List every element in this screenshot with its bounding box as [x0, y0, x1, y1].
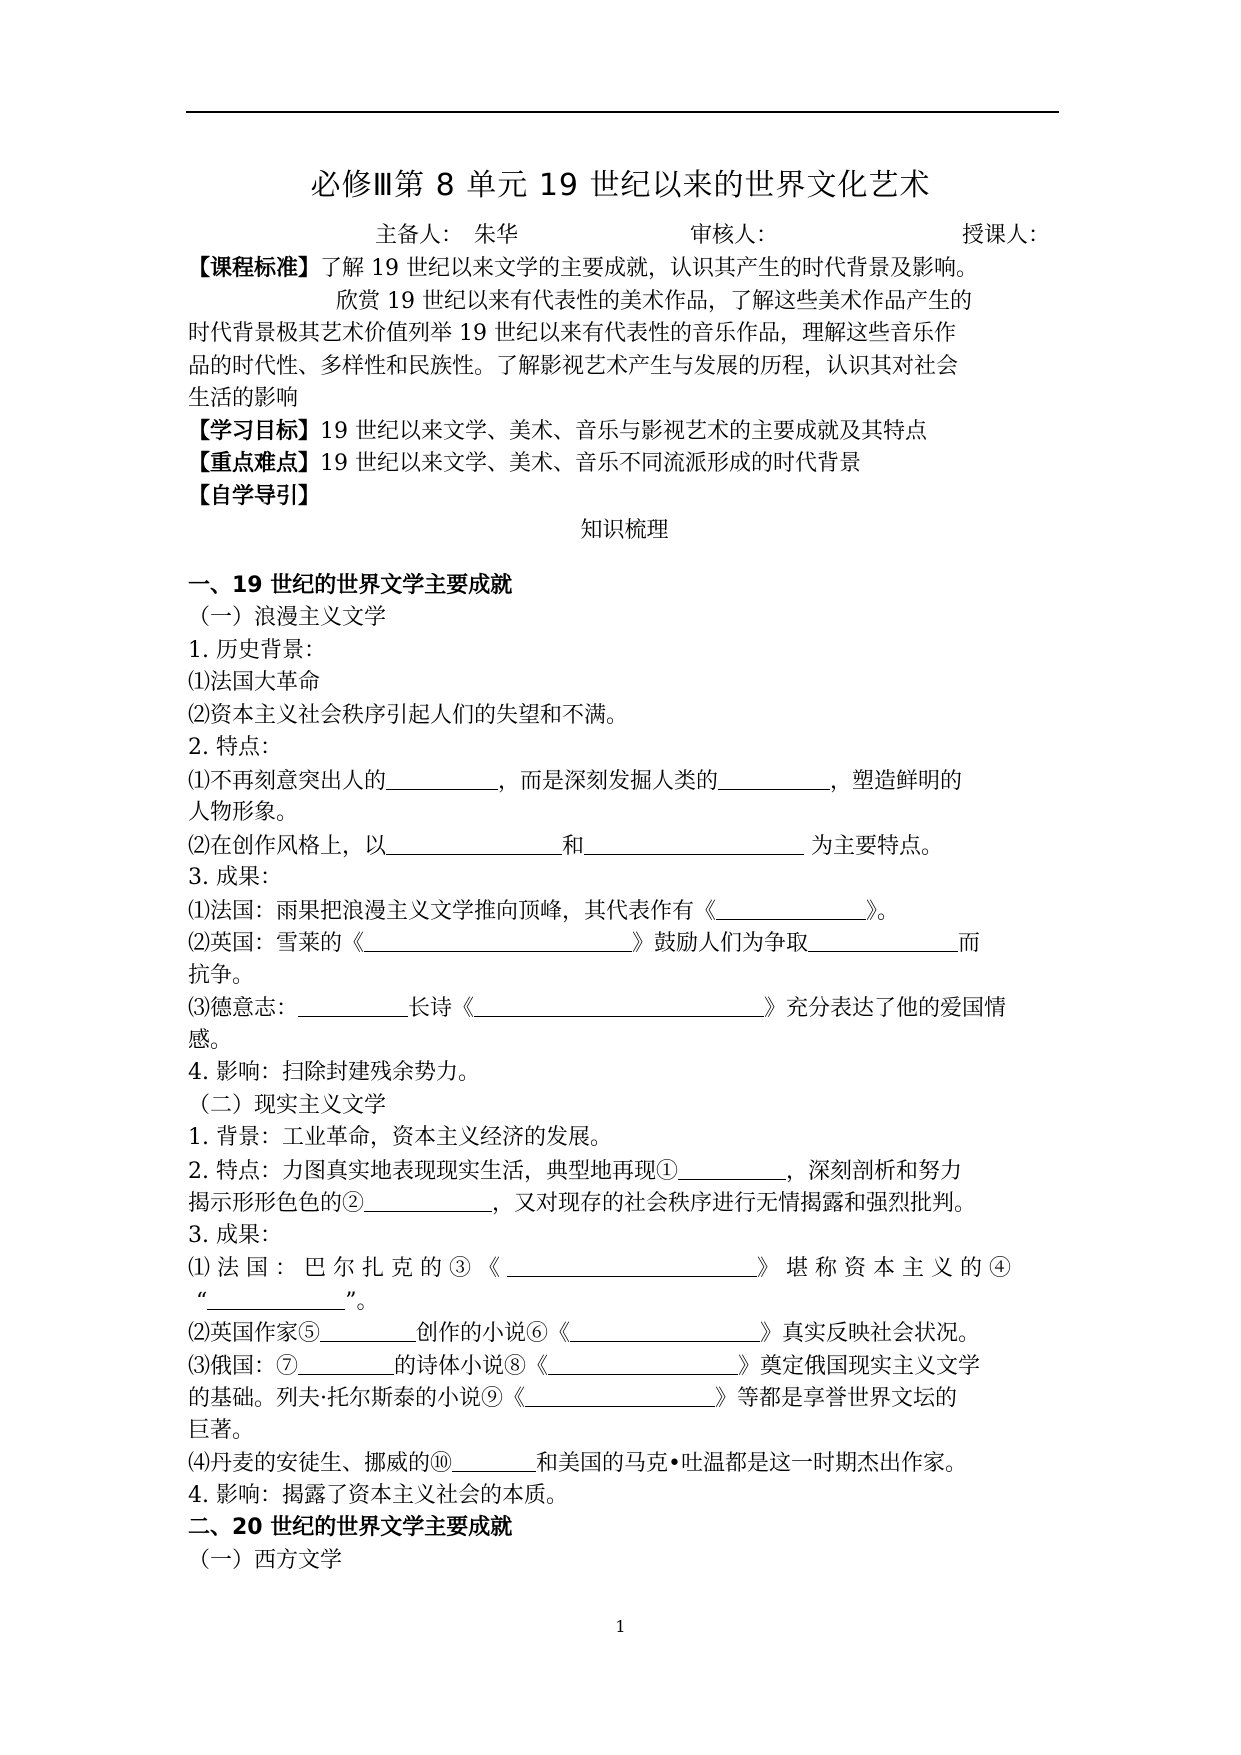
romantic-feature-1-cont: 人物形象。 [188, 800, 299, 825]
learning-goal-label: 【学习目标】 [188, 418, 321, 444]
learning-goal: 【学习目标】19 世纪以来文学、美术、音乐与影视艺术的主要成就及其特点 [188, 418, 928, 444]
fill-blank[interactable] [584, 830, 804, 855]
realism-results: 3. 成果： [188, 1222, 282, 1248]
section-2-heading: 二、20 世纪的世界文学主要成就 [188, 1515, 513, 1540]
realism-result-2: ⑵英国作家⑤ 创作的小说⑥《 》真实反映社会状况。 [188, 1317, 1061, 1350]
worksheet-body [188, 253, 1061, 1577]
romantic-result-3-cont: 感。 [188, 1027, 233, 1053]
section-subtitle: 知识梳理 [580, 518, 669, 543]
realism-heading: （二）现实主义文学 [188, 1092, 387, 1118]
fill-blank[interactable] [718, 765, 830, 790]
romantic-background-2: ⑵资本主义社会秩序引起人们的失望和不满。 [188, 702, 629, 728]
romantic-impact: 4. 影响：扫除封建残余势力。 [188, 1060, 480, 1085]
realism-feature-1: 2. 特点：力图真实地表现现实生活，典型地再现① ，深刻剖析和努力 [188, 1155, 1061, 1188]
self-study-guide [188, 481, 1061, 514]
romantic-result-2: ⑵英国：雪莱的《 》鼓励人们为争取 而 [188, 927, 1061, 960]
realism-result-1: ⑴法国：巴尔扎克的③《 》堪称资本主义的④ [188, 1252, 1061, 1285]
fill-blank[interactable] [298, 992, 408, 1017]
fill-blank[interactable] [452, 1447, 536, 1472]
romantic-heading: （一）浪漫主义文学 [188, 605, 387, 630]
course-standard-line-1: 【课程标准】了解 19 世纪以来文学的主要成就，认识其产生的时代背景及影响。 [188, 256, 978, 281]
section-1-heading: 一、19 世纪的世界文学主要成就 [188, 572, 513, 598]
western-literature-heading: （一）西方文学 [188, 1547, 343, 1573]
self-study-label: 【自学导引】 [188, 483, 321, 509]
course-standard-line-2: 欣赏 19 世纪以来有代表性的美术作品，了解这些美术作品产生的 [336, 288, 972, 314]
fill-blank[interactable] [364, 927, 632, 952]
realism-result-3-cont: 的基础。列夫·托尔斯泰的小说⑨《 》等都是享誉世界文坛的 [188, 1382, 1061, 1415]
course-standard-line-4: 品的时代性、多样性和民族性。了解影视艺术产生与发展的历程，认识其对社会 [188, 353, 959, 379]
fill-blank[interactable] [716, 895, 866, 920]
realism-result-1-cont: “ ”。 [188, 1285, 1061, 1318]
fill-blank[interactable] [386, 830, 562, 855]
realism-result-3-end: 巨著。 [188, 1417, 255, 1443]
romantic-features: 2. 特点： [188, 735, 282, 760]
romantic-feature-1: ⑴不再刻意突出人的 ，而是深刻发掘人类的 ，塑造鲜明的 [188, 765, 1061, 798]
realism-background: 1. 背景：工业革命，资本主义经济的发展。 [188, 1125, 612, 1150]
course-standard-line-5: 生活的影响 [188, 386, 299, 411]
romantic-feature-2: ⑵在创作风格上，以 和 为主要特点。 [188, 830, 1061, 863]
romantic-result-1: ⑴法国：雨果把浪漫主义文学推向顶峰，其代表作有《 》。 [188, 895, 1061, 928]
fill-blank[interactable] [507, 1252, 757, 1277]
fill-blank[interactable] [320, 1317, 416, 1342]
realism-result-4: ⑷丹麦的安徒生、挪威的⑩ 和美国的马克•吐温都是这一时期杰出作家。 [188, 1447, 1061, 1480]
realism-result-3: ⑶俄国：⑦ 的诗体小说⑧《 》奠定俄国现实主义文学 [188, 1350, 1061, 1383]
fill-blank[interactable] [548, 1350, 738, 1375]
course-standard-line-3: 时代背景极其艺术价值列举 19 世纪以来有代表性的音乐作品，理解这些音乐作 [188, 321, 956, 346]
key-difficulty: 【重点难点】19 世纪以来文学、美术、音乐不同流派形成的时代背景 [188, 451, 862, 476]
fill-blank[interactable] [386, 765, 498, 790]
fill-blank[interactable] [525, 1382, 715, 1407]
romantic-background-1: ⑴法国大革命 [188, 670, 321, 695]
fill-blank[interactable] [474, 992, 764, 1017]
fill-blank[interactable] [364, 1187, 492, 1212]
header-rule [186, 111, 1059, 113]
romantic-results: 3. 成果： [188, 865, 282, 890]
page-number: 1 [615, 1617, 626, 1636]
teacher-label: 授课人： [962, 223, 1051, 248]
romantic-result-3: ⑶德意志： 长诗《 》充分表达了他的爱国情 [188, 992, 1061, 1025]
romantic-result-2-cont: 抗争。 [188, 962, 255, 988]
page-title: 必修Ⅲ第 8 单元 19 世纪以来的世界文化艺术 [310, 168, 931, 203]
reviewer-label: 审核人： [690, 223, 779, 248]
fill-blank[interactable] [298, 1350, 394, 1375]
romantic-background: 1. 历史背景： [188, 637, 326, 663]
key-difficulty-label: 【重点难点】 [188, 451, 321, 476]
fill-blank[interactable] [207, 1285, 345, 1310]
course-standard-label: 【课程标准】 [188, 256, 321, 281]
fill-blank[interactable] [808, 927, 958, 952]
preparer-label: 主备人： 朱华 [375, 223, 519, 248]
realism-impact: 4. 影响：揭露了资本主义社会的本质。 [188, 1482, 568, 1508]
fill-blank[interactable] [570, 1317, 760, 1342]
realism-feature-2: 揭示形形色色的② ，又对现存的社会秩序进行无情揭露和强烈批判。 [188, 1187, 1061, 1220]
fill-blank[interactable] [678, 1155, 786, 1180]
